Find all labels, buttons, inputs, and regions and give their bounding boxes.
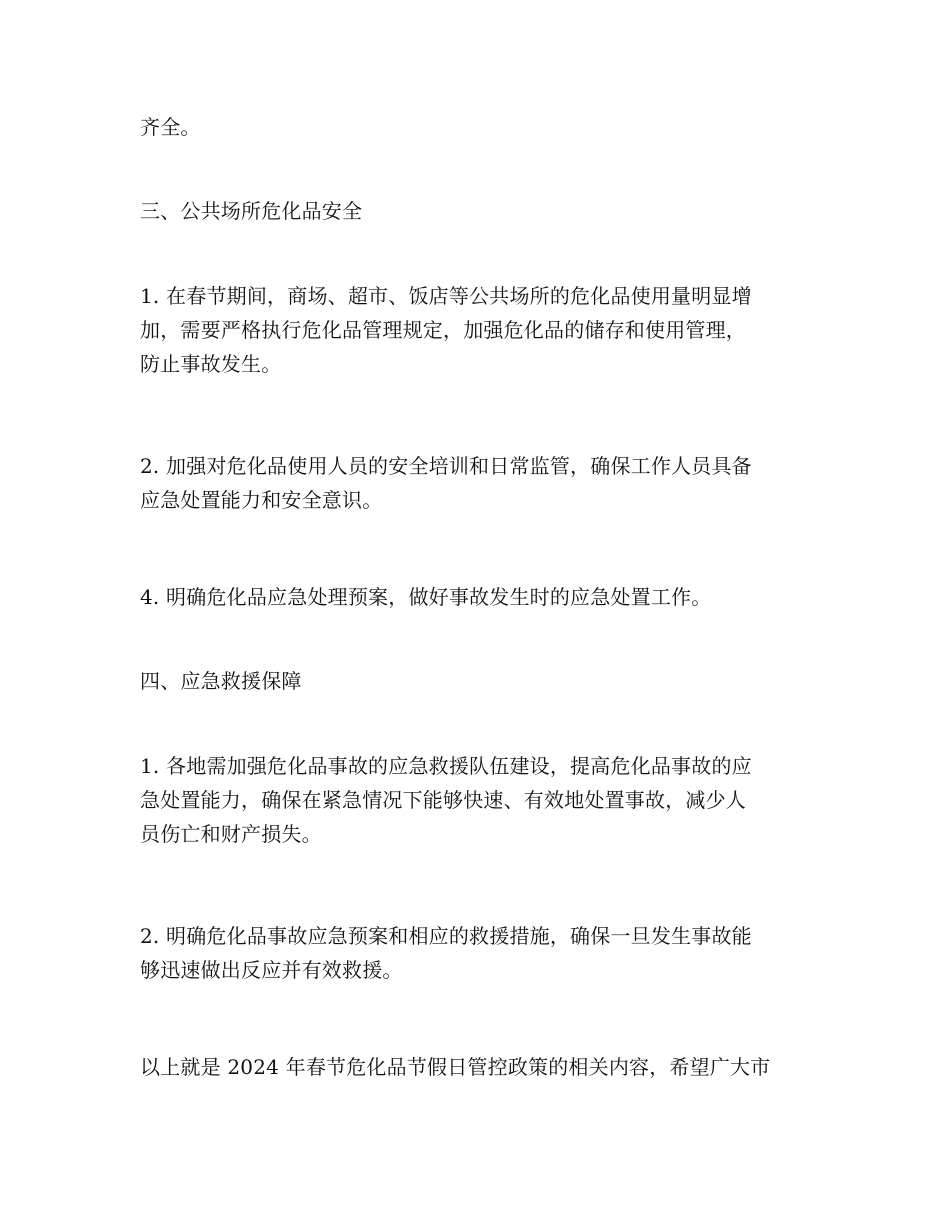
text-line: 以上就是 2024 年春节危化品节假日管控政策的相关内容，希望广大市: [140, 1055, 771, 1079]
paragraph-continuation: [140, 110, 820, 144]
text-line: 急处置能力，确保在紧急情况下能够快速、有效地处置事故，减少人: [140, 788, 746, 812]
text-line: 1. 各地需加强危化品事故的应急救援队伍建设，提高危化品事故的应: [140, 754, 752, 778]
text-line: 应急处置能力和安全意识。: [140, 488, 383, 512]
text-line: 够迅速做出反应并有效救援。: [140, 958, 403, 982]
section-heading: 四、应急救援保障: [140, 669, 302, 693]
paragraph-public-places-4: [140, 580, 820, 614]
text-line: 2. 明确危化品事故应急预案和相应的救援措施，确保一旦发生事故能: [140, 924, 752, 948]
text-line: 4. 明确危化品应急处理预案，做好事故发生时的应急处置工作。: [140, 585, 712, 609]
paragraph-emergency-2: [140, 919, 820, 987]
paragraph-emergency-1: [140, 749, 820, 851]
text-line: 员伤亡和财产损失。: [140, 822, 322, 846]
text-line: 加，需要严格执行危化品管理规定，加强危化品的储存和使用管理，: [140, 318, 746, 342]
paragraph-public-places-1: [140, 279, 820, 381]
text-line: 齐全。: [140, 115, 201, 139]
section-heading: 三、公共场所危化品安全: [140, 199, 363, 223]
paragraph-public-places-2: [140, 449, 820, 517]
section-heading-emergency-rescue: [140, 664, 820, 698]
paragraph-conclusion: [140, 1050, 820, 1084]
text-line: 防止事故发生。: [140, 352, 282, 376]
text-line: 1. 在春节期间，商场、超市、饭店等公共场所的危化品使用量明显增: [140, 284, 752, 308]
section-heading-public-places: [140, 194, 820, 228]
text-line: 2. 加强对危化品使用人员的安全培训和日常监管，确保工作人员具备: [140, 454, 752, 478]
